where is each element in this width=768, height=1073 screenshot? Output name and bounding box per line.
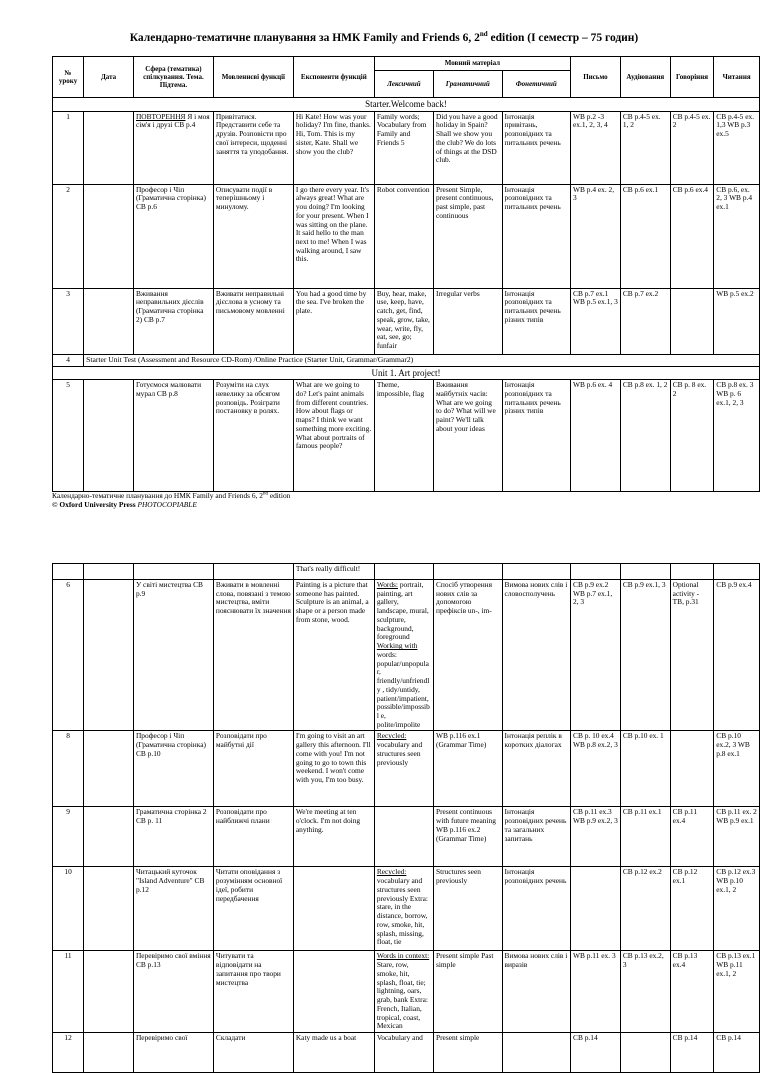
header-reading: Читання bbox=[714, 57, 760, 98]
table-row: 3 Вживання неправильних дієслів (Граматична сторінка 2) СВ р.7 Вживати неправильні дієслова в усному та письмовому мовленні You had a good time by the sea. I've broken the plate. Buy, hear, make, use, keep, have, catch, get, find, speak, grow, take, wear, write, fly, eat, see, go; funfair Irregular verbs Інтонація розповідних та питальних речень різних типів СВ р.7 ex.1 WB p.5 ex.1, 3 СВ р.7 ex.2 WB p.5 ex.2 bbox=[53, 288, 760, 354]
table-row: 1 ПОВТОРЕННЯ Я і моя сім'я і друзі СВ р.4 Привітатися. Представити себе та друзів. Розповісти про свої інтереси, щоденні заняття та уподобання. Hi Kate! How was your holiday? I'm fine, thanks. Hi, Tom. This is my sister, Kate. Shall we show you the club? Family words; Vocabulary from Family and Friends 5 Did you have a good holiday in Spain? Shall we show you the club? We do lots of things at the DSD club. Інтонація привітань, розповідних та питальних речень WB p.2 -3 ex.1, 2, 3, 4 СВ р.4-5 ex. 1, 2 СВ р.4-5 ex. 2 СВ р.4-5 ex. 1,3 WB p.3 ex.5 bbox=[53, 111, 760, 184]
header-num: № уроку bbox=[53, 57, 84, 98]
page-title: Календарно-тематичне планування за НМК Family and Friends 6, 2nd edition (І семестр – 75 годин) bbox=[129, 30, 639, 44]
page-footer: Календарно-тематичне планування до НМК Family and Friends 6, 2nd edition © Oxford University Press PHOTOCOPIABLE bbox=[52, 491, 291, 510]
plan-table-2 bbox=[52, 563, 760, 1073]
table-row: 5 Готуємося малювати мурал СВ р.8 Розуміти на слух невелику за обсягом розповідь. Розіграти постановку в ролях. What are we going to do? Let's paint animals from different countries. How about flags or maps? I think we want something more exciting. What about portraits of famous people? Theme, impossible, flag Вживання майбутніх часів: What are we going to do? What will we paint? We'll talk about your ideas Інтонація розповідних та питальних речень різних типів WB p.6 ex. 4 СВ р.8 ex. 1, 2 СВ р. 8 ex. 2 СВ р.8 ex. 3 WB p. 6 ex.1, 2, 3 bbox=[53, 380, 760, 492]
table-row: 8 Професор і Чіп (Граматична сторінка) СВ р.10 Розповідати про майбутні дії I'm going to visit an art gallery this afternoon. I'll come with you! I'm not going to go to town this weekend. I won't come with you, I'm too busy. Recycled: vocabulary and structures seen previously WB p.116 ex.1 (Grammar Time) Інтонація реплік в коротких діалогах СВ р. 10 ex.4 WB p.8 ex.2, 3 СВ р.10 ex. 1 СВ р.10 ex.2, 3 WB p.8 ex.1 bbox=[53, 731, 760, 807]
table-row: 6 У світі мистецтва СВ р.9 Вживати в мовленні слова, повязані з темою мистецтва, вміти пояснювати їх значення Painting is a picture that someone has painted. Sculpture is an animal, a shape or a person made from stone, wood. Words: portrait, painting, art gallery, landscape, mural, sculpture, background, foreground Working with words: popular/unpopular, friendly/unfriendly , tidy/untidy, patient/impatient, possible/impossibl e, polite/impolite Спосіб утворення нових слів за допомогою префіксів un-, im- Вимова нових слів і словосполучень СВ р.9 ex.2 WB p.7 ex.1, 2, 3 СВ р.9 ex.1, 3 Optional activity - TB, p.31 СВ р.9 ex.4 bbox=[53, 580, 760, 731]
table-row: 12 Перевіримо свої Складати Katy made us a boat Vocabulary and Present simple СВ р.14 СВ р.14 СВ р.14 bbox=[53, 1033, 760, 1073]
table-row: 4 Starter Unit Test (Assessment and Resource CD-Rom) /Online Practice (Starter Unit, Grammar/Grammar2) bbox=[53, 354, 760, 366]
header-listening: Аудіювання bbox=[620, 57, 670, 98]
header-exponents: Експоненти функцій bbox=[293, 57, 374, 98]
header-sphere: Сфера (тематика) спілкування. Тема. Підтема. bbox=[133, 57, 213, 98]
section-starter: Starter.Welcome back! bbox=[53, 98, 760, 112]
header-phonetic: Фонетичний bbox=[502, 71, 571, 98]
header-speech-functions: Мовленнєві функції bbox=[213, 57, 293, 98]
table-row: 11 Перевіримо свої вміння СВ р.13 Читувати та відповідати на запитання про твори мистецтва Words in context: Stare, row, smoke, hit, splash, float, tie; lightning, oars, grab, bank Extra: French, Italian, tropical, coast, Mexican Present simple Past simple Вимова нових слів і виразів WB p.11 ex. 3 СВ р.13 ex.2, 3 СВ р.13 ex.4 СВ р.13 ex.1 WB p.11 ex.1, 2 bbox=[53, 951, 760, 1033]
table-row: 2 Професор і Чіп (Граматична сторінка) СВ р.6 Описувати події в теперішньому і минулому. I go there every year. It's always great! What are you doing? I'm looking for your present. When I was sitting on the plane. It said hello to the man next to me! When I was walking around, I saw this. Robot convention Present Simple, present continuous, past simple, past continuous Інтонація розповідних та питальних речень WB p.4 ex. 2, 3 СВ р.6 ex.1 СВ р.6 ex.4 СВ р.6, ex. 2, 3 WB p.4 ex.1 bbox=[53, 184, 760, 288]
table-row: That's really difficult! bbox=[53, 564, 760, 580]
header-speaking: Говоріння bbox=[670, 57, 714, 98]
table-row: 9 Граматична сторінка 2 СВ р. 11 Розповідати про найближчі плани We're meeting at ten o'clock. I'm not doing anything. Present continuous with future meaning WB p.116 ex.2 (Grammar Time) Інтонація розповідних речень та загальних запитань СВ р.11 ex.3 WB p.9 ex.2, 3 СВ р.11 ex.1 СВ р.11 ex.4 СВ р.11 ex. 2 WB p.9 ex.1 bbox=[53, 807, 760, 867]
header-lexical: Лексичний bbox=[374, 71, 433, 98]
header-language-material: Мовний матеріал bbox=[374, 57, 570, 71]
section-unit1: Unit 1. Art project! bbox=[53, 366, 760, 380]
header-date: Дата bbox=[84, 57, 134, 98]
plan-table-1 bbox=[52, 56, 760, 492]
header-writing: Письмо bbox=[571, 57, 621, 98]
table-row: 10 Читацький куточок "Island Adventure" СВ р.12 Читати оповідання з розумінням основної ідеї, робити передбачення Recycled: vocabulary and structures seen previously Extra: stare, in the distance, borrow, row, smoke, hit, splash, missing, float, tie Structures seen previously Інтонація розповідних речень СВ р.12 ex.2 СВ р.12 ex.1 СВ р.12 ex.3 WB p.10 ex.1, 2 bbox=[53, 867, 760, 951]
header-grammar: Граматичний bbox=[433, 71, 502, 98]
